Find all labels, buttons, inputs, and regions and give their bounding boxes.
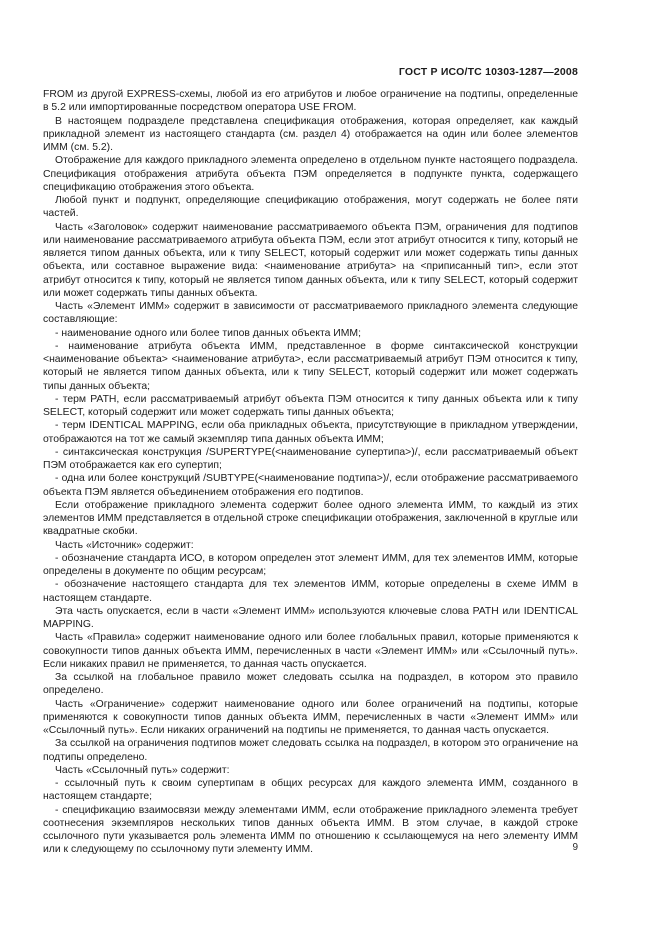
document-body (43, 88, 578, 857)
paragraph: Часть «Источник» содержит: (55, 539, 194, 551)
paragraph: В настоящем подразделе представлена спецификация отображения, которая определяет, как каждый прикладной элемент из настоящего стандарта (см. раздел 4) отображается на один или более элементов ИММ (см. 5.2). (43, 115, 578, 153)
paragraph: - наименование атрибута объекта ИММ, представленное в форме синтаксической конструкции <наименование объекта> <наименование атрибута>, если рассматриваемый атрибут ПЭМ относится к типу, который не является типом данных объекта, или к типу SELECT, который содержит или может содержать типы данных объекта; (43, 340, 578, 392)
paragraph: Часть «Заголовок» содержит наименование рассматриваемого объекта ПЭМ, ограничения для подтипов или наименование рассматриваемого атрибута объекта ПЭМ, если этот атрибут относится к типу, который не является типом данных объекта, или к типу SELECT, который содержит или может содержать типы данных объекта, или составное выражение вида: <наименование атрибута> на <приписанный тип>, если этот атрибут относится к типу, который не является типом данных объекта, или к типу SELECT, который содержит или может содержать типы данных объекта. (43, 221, 578, 299)
paragraph: - терм IDENTICAL MAPPING, если оба прикладных объекта, присутствующие в прикладном утверждении, отображаются на тот же самый экземпляр типа данных объекта ИММ; (43, 420, 578, 445)
paragraph: - наименование одного или более типов данных объекта ИММ; (55, 327, 361, 339)
paragraph: Эта часть опускается, если в части «Элемент ИММ» используются ключевые слова PATH или IDENTICAL MAPPING. (43, 605, 578, 630)
page-number: 9 (572, 842, 578, 853)
paragraph: - обозначение стандарта ИСО, в котором определен этот элемент ИММ, для тех элементов ИММ, которые определены в документе по общим ресурсам; (43, 552, 578, 577)
paragraph: Отображение для каждого прикладного элемента определено в отдельном пункте настоящего подраздела. Спецификация отображения атрибута объекта ПЭМ определяется в подпункте пункта, содержащего спецификацию отображения этого объекта. (43, 155, 578, 193)
paragraph: Любой пункт и подпункт, определяющие спецификацию отображения, могут содержать не более пяти частей. (43, 195, 578, 220)
paragraph: За ссылкой на ограничения подтипов может следовать ссылка на подраздел, в котором это ограничение на подтипы определено. (43, 738, 578, 763)
paragraph: - обозначение настоящего стандарта для тех элементов ИММ, которые определены в схеме ИММ в настоящем стандарте. (43, 579, 578, 604)
paragraph: Часть «Ограничение» содержит наименование одного или более ограничений на подтипы, которые применяются к совокупности типов данных объекта ИММ, перечисленных в части «Элемент ИММ» или «Ссылочный путь». Если никаких ограничений на подтипы не применяется, то данная часть опускается. (43, 698, 578, 736)
paragraph: Часть «Правила» содержит наименование одного или более глобальных правил, которые применяются к совокупности типов данных объекта ИММ, перечисленных в части «Элемент ИММ» или «Ссылочный путь». Если никаких правил не применяется, то данная часть опускается. (43, 632, 578, 670)
paragraph: За ссылкой на глобальное правило может следовать ссылка на подраздел, в котором это правило определено. (43, 672, 578, 697)
paragraph: Часть «Ссылочный путь» содержит: (55, 764, 230, 776)
paragraph: - терм PATH, если рассматриваемый атрибут объекта ПЭМ относится к типу данных объекта или к типу SELECT, который содержит или может содержать типы данных объекта; (43, 393, 578, 418)
paragraph: - спецификацию взаимосвязи между элементами ИММ, если отображение прикладного элемента требует соотнесения экземпляров нескольких типов данных объекта ИММ. В этом случае, в каждой строке ссылочного пути указывается роль элемента ИММ по отношению к ссылающемуся на него элементу ИММ или к следующему по ссылочному пути элементу ИММ. (43, 804, 578, 856)
paragraph: Часть «Элемент ИММ» содержит в зависимости от рассматриваемого прикладного элемента следующие составляющие: (43, 301, 578, 326)
document-number-header: ГОСТ Р ИСО/ТС 10303-1287—2008 (398, 66, 578, 78)
paragraph: - синтаксическая конструкция /SUPERTYPE(<наименование супертипа>)/, если рассматриваемый объект ПЭМ отображается как его супертип; (43, 446, 578, 471)
paragraph: - одна или более конструкций /SUBTYPE(<наименование подтипа>)/, если отображение рассматриваемого объекта ПЭМ является объединением отображения его подтипов. (43, 473, 578, 498)
paragraph: Если отображение прикладного элемента содержит более одного элемента ИММ, то каждый из этих элементов ИММ представляется в отдельной строке спецификации отображения, заключенной в круглые или квадратные скобки. (43, 499, 578, 538)
paragraph: - ссылочный путь к своим супертипам в общих ресурсах для каждого элемента ИММ, созданного в настоящем стандарте; (43, 778, 578, 803)
paragraph: FROM из другой EXPRESS-схемы, любой из его атрибутов и любое ограничение на подтипы, определенные в 5.2 или импортированные посредством оператора USE FROM. (43, 89, 578, 114)
